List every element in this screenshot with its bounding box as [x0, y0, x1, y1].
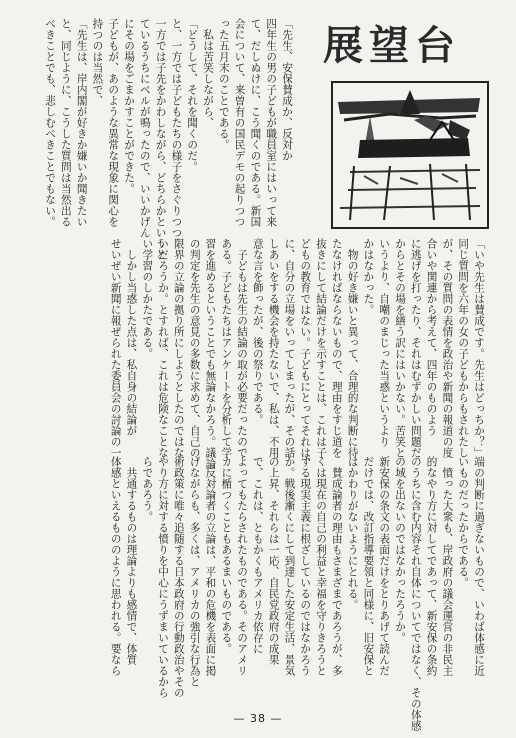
text-column-top: 「先生、安保賛成か、反対か 四年生の男の子どもが職員室にはいって来 て、だしぬけに、こう聞くのである。新国 会について、来曽有の国民デモの起りつつ った五月末のことである。 私は苦笑しながら、 「どうして、それを聞くのだ。 と、一方では子どもたちの様子をさぐりつつ 一方では子先をかわしながら、どちらかというと ているうちにベルが鳴ったので、いいかげん にその場をごまかすことができた。 子どもが、あのような異常な現象に関心を 持つのは当然で、 「先生は、岸内閣が好きか嫌いか聞きたい と、同じように、こうした質問は当然出る べきことでも、悲しむべきことでもない。	[44, 18, 293, 260]
page-title: 展望台	[323, 22, 461, 69]
title-block	[296, 14, 488, 70]
text-column-middle: 「いや先生は賛成です。先生はどっちか？」 同じ質問を六年の女の子どもからもされたし が、その質問の表情を政治や新聞の報道の度 合いや関連から考えて、四年のものよう に逃げを打ったり、それはむずかしい問題だ からとその場を繕う訳にはいかない。苦笑と いうより、自嘲のまじった当惑というより かはなかった。 物の好き嫌いと異って、合理的な判断に待 たなければならないもので、理由をすじ道を 抜きにして結論だけを示すことは、これは子 どもの教育ではない。子どもにとってそれは、 に、自分の立場をいってしまったが、その話 しあいをする機会を持たないで、私は、不用 意な言を飾ったが、後の祭りである。 子どもは先生の結論の取が必要だったので ある。子どもたちはアンケートを分析して学 習を進めるということでも無論なかろう。議論 の判定を先生の意見の多数に求めて、自己の 限界の立論の拠り所にしようとしたのではな いだろうか。とすれば、これは危険なことな い学習のしかたである。 しかし当惑した点は、私自身の結論が せいぜい新聞に報ぜられた委員会の討論の一	[109, 238, 485, 469]
page-number: — 38 —	[233, 712, 283, 725]
text-column-bottom: 端の判断に過ぎないもので、いわば体感に近 いものだったからである。 憤った大衆も、岸政府の議会運営の非民主 的なやり方に対してであって、新安保の条約 のうちに含む内容それ自体についてではなく、その体感 の域を出ないのではなかったろうか。 新安保の条文の表面だけをとりあげて読んだ だけでは、改訂指導要領と同様に、旧安保と はかわりがないようにとれる。 賛成論者の理由もさまざまであろうが、多 くは現在の自己の利益と幸福を守りきろうと する現実主義に根ざしているのではなかろう か。戦後漸くにして到達した安定生活、景気 の上昇、それらは一応、自民党政府の成果 で、これは、ともかくもアメリカ依存に よってもたらされたものである。そのアメリ カに楯つくこともあるまいものである。 反対論者の立論は、平和の危機を表面に掲 げながらも、多くは、アメリカの強引な行為と 術政策に唯々追随する日本政府の行動政治やその やり方に対する憤りを中心にうずまいているから らであろう。 共通するものは理論よりも感情で、体質 体感といえるもののように思われる。要なら	[109, 456, 485, 731]
tower-sketch-icon	[330, 80, 490, 230]
